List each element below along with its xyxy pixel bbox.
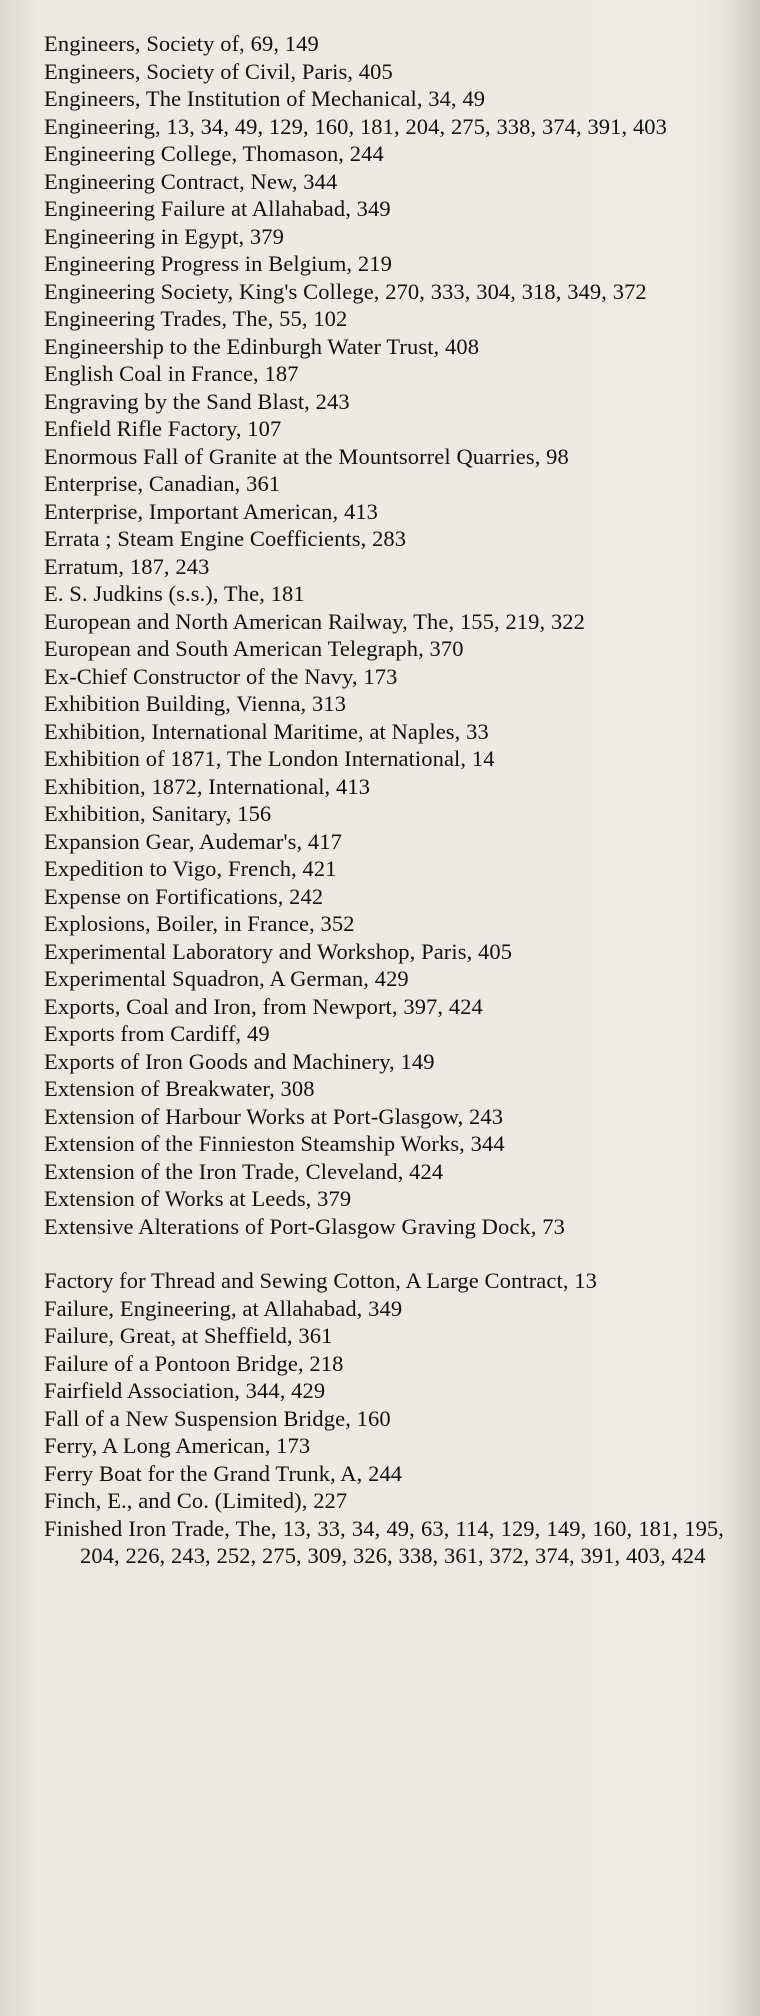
index-entry: Exhibition, 1872, International, 413	[44, 773, 371, 799]
index-entry: English Coal in France, 187	[44, 361, 299, 386]
index-entry: Expedition to Vigo, French, 421	[44, 856, 337, 881]
index-entry: Exports from Cardiff, 49	[44, 1021, 270, 1046]
index-entry: Engraving by the Sand Blast, 243	[44, 388, 350, 414]
index-entry: European and North American Railway, The, 155, 219, 322	[44, 608, 585, 634]
index-entry: Exhibition, International Maritime, at Naples, 33	[44, 718, 489, 744]
index-entry: Expense on Fortifications, 242	[44, 883, 324, 909]
section-gap	[44, 1240, 724, 1267]
index-entry: Engineering College, Thomason, 244	[44, 141, 384, 166]
index-entry: Failure, Great, at Sheffield, 361	[44, 1323, 333, 1348]
index-entry: European and South American Telegraph, 370	[44, 636, 464, 661]
index-entry: Engineering Trades, The, 55, 102	[44, 306, 348, 331]
index-entry: Enterprise, Important American, 413	[44, 498, 379, 524]
index-entry: Finch, E., and Co. (Limited), 227	[44, 1488, 348, 1513]
index-entry: Exhibition, Sanitary, 156	[44, 801, 272, 826]
index-entry: Exports, Coal and Iron, from Newport, 397, 424	[44, 993, 483, 1019]
index-entry: Engineering Failure at Allahabad, 349	[44, 196, 391, 221]
index-entry: Engineers, Society of, 69, 149	[44, 31, 319, 56]
index-entry: Extension of the Finnieston Steamship Works, 344	[44, 1131, 505, 1156]
index-entry: Engineers, Society of Civil, Paris, 405	[44, 58, 393, 84]
index-entry: Ferry, A Long American, 173	[44, 1433, 311, 1458]
index-section-f	[44, 1267, 724, 1570]
index-entry: Expansion Gear, Audemar's, 417	[44, 828, 342, 854]
index-entry: Extension of Works at Leeds, 379	[44, 1186, 352, 1211]
page-edge-shadow	[726, 0, 760, 2016]
index-entry: Exports of Iron Goods and Machinery, 149	[44, 1048, 435, 1074]
index-entry: Exhibition of 1871, The London International, 14	[44, 746, 495, 771]
index-entry: Exhibition Building, Vienna, 313	[44, 691, 347, 716]
index-entry: Fairfield Association, 344, 429	[44, 1378, 326, 1403]
index-entry: Enterprise, Canadian, 361	[44, 471, 281, 496]
index-entry: Erratum, 187, 243	[44, 553, 210, 579]
index-entry: E. S. Judkins (s.s.), The, 181	[44, 581, 305, 606]
index-entry: Fall of a New Suspension Bridge, 160	[44, 1405, 391, 1431]
index-entry: Extensive Alterations of Port-Glasgow Graving Dock, 73	[44, 1213, 565, 1239]
index-entry: Extension of Harbour Works at Port-Glasgow, 243	[44, 1103, 504, 1129]
index-entry: Engineering Society, King's College, 270, 333, 304, 318, 349, 372	[44, 278, 647, 304]
index-section-e	[44, 30, 724, 1240]
index-entry: Factory for Thread and Sewing Cotton, A Large Contract, 13	[44, 1268, 597, 1293]
index-entry: Explosions, Boiler, in France, 352	[44, 911, 355, 936]
index-entry: Errata ; Steam Engine Coefficients, 283	[44, 526, 407, 551]
index-entry: Engineering, 13, 34, 49, 129, 160, 181, 204, 275, 338, 374, 391, 403	[44, 113, 668, 139]
index-entry: Engineering Progress in Belgium, 219	[44, 251, 392, 276]
index-entry: Extension of the Iron Trade, Cleveland, 424	[44, 1158, 444, 1184]
index-entry: Extension of Breakwater, 308	[44, 1076, 315, 1101]
index-entry: Failure, Engineering, at Allahabad, 349	[44, 1295, 403, 1321]
index-entry: Ex-Chief Constructor of the Navy, 173	[44, 663, 398, 689]
index-column	[44, 30, 724, 1570]
index-entry: Enfield Rifle Factory, 107	[44, 416, 282, 441]
index-entry: Ferry Boat for the Grand Trunk, A, 244	[44, 1460, 403, 1486]
index-entry: Engineering Contract, New, 344	[44, 168, 338, 194]
index-entry: Enormous Fall of Granite at the Mountsorrel Quarries, 98	[44, 443, 569, 469]
index-entry: Finished Iron Trade, The, 13, 33, 34, 49, 63, 114, 129, 149, 160, 181, 195, 204, 226, 243, 252, 275, 309, 326, 338, 361, 372, 374, 391, 403, 424	[44, 1515, 724, 1568]
index-entry: Experimental Laboratory and Workshop, Paris, 405	[44, 938, 513, 964]
index-entry: Engineership to the Edinburgh Water Trust, 408	[44, 333, 480, 359]
index-entry: Experimental Squadron, A German, 429	[44, 966, 409, 991]
index-entry: Failure of a Pontoon Bridge, 218	[44, 1350, 344, 1376]
index-entry: Engineering in Egypt, 379	[44, 223, 284, 249]
index-entry: Engineers, The Institution of Mechanical, 34, 49	[44, 86, 486, 111]
